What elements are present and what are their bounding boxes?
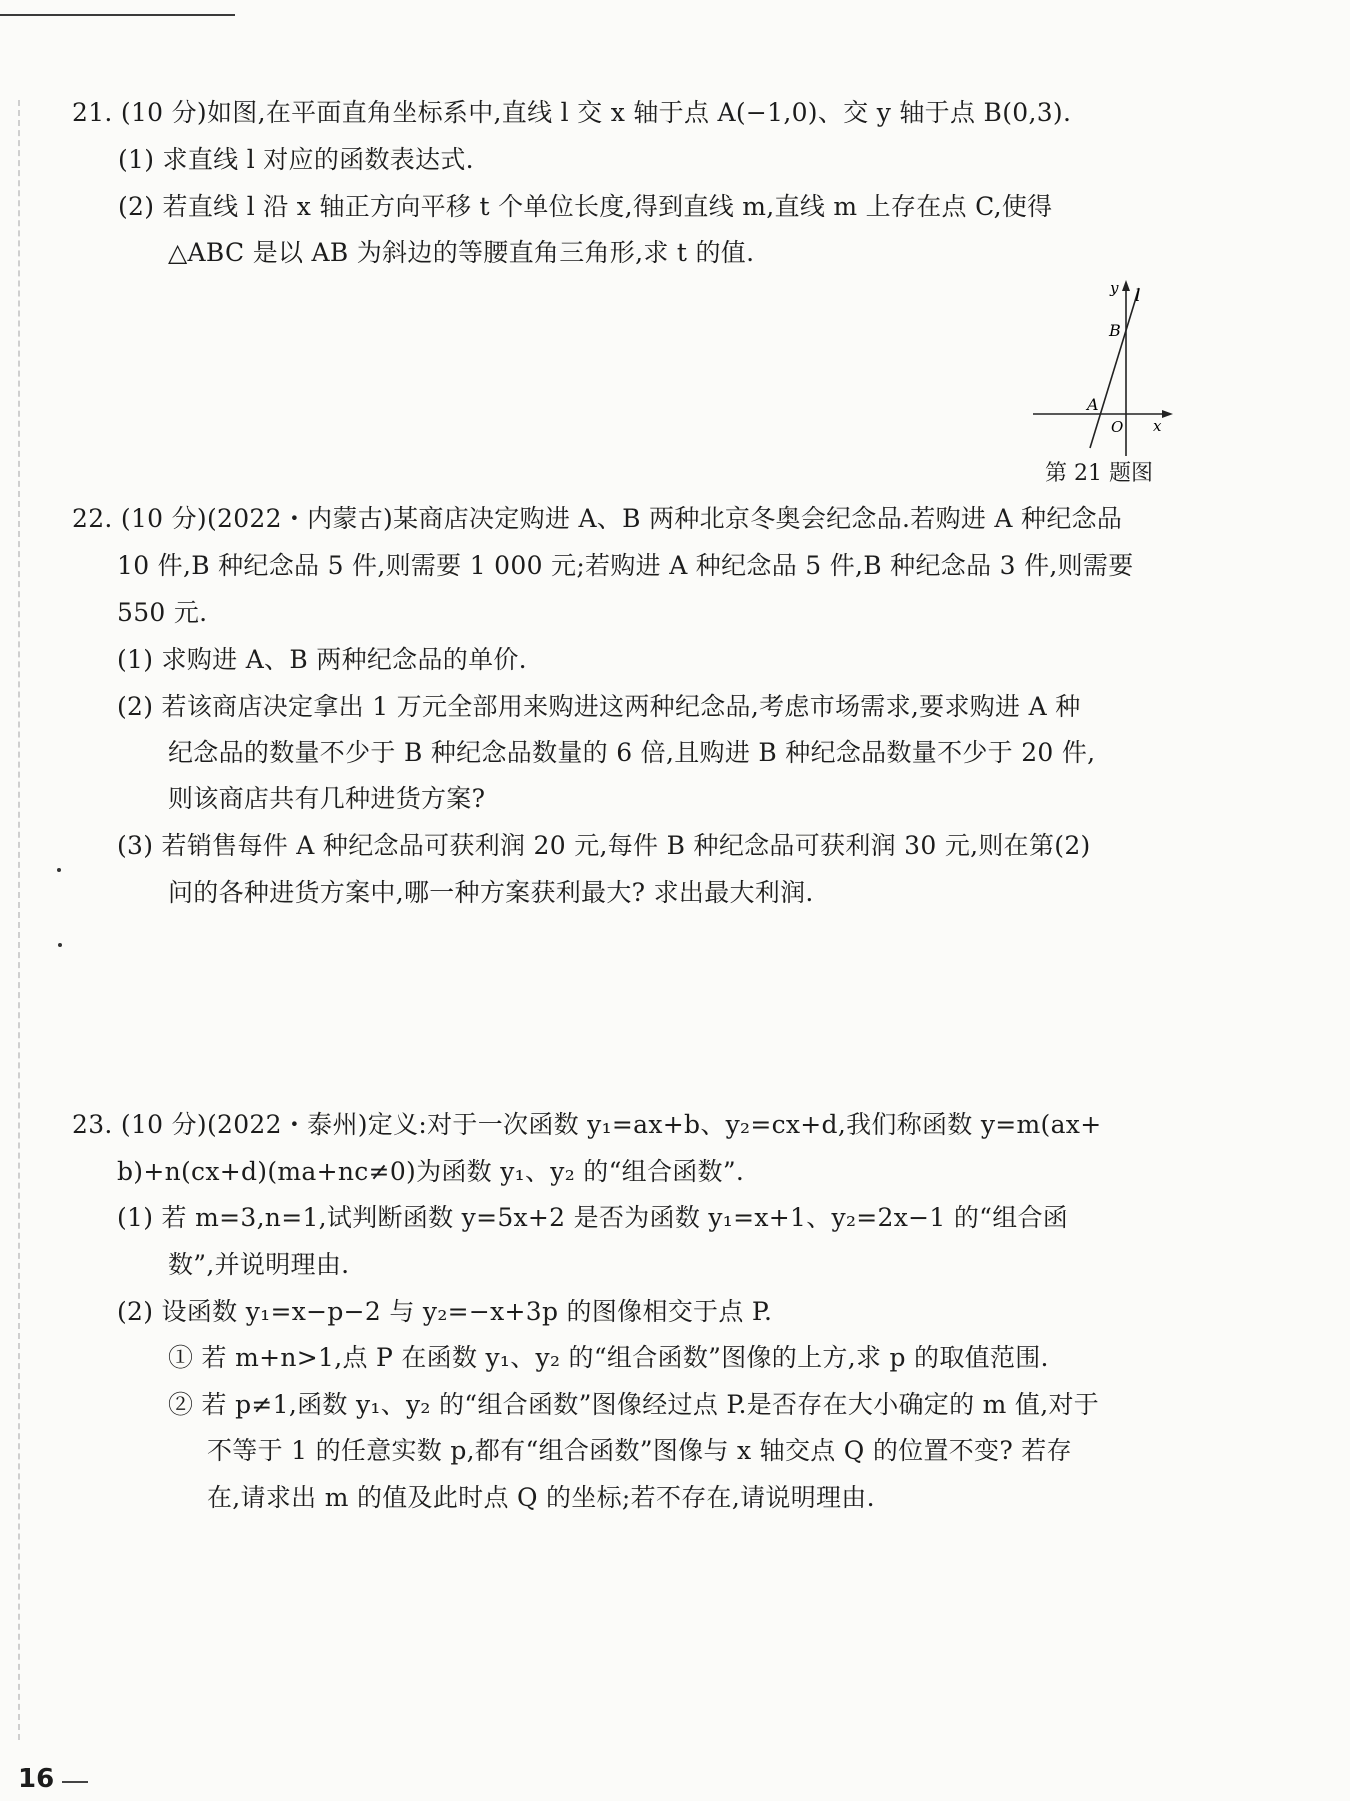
q22-part-3-cont: 问的各种进货方案中,哪一种方案获利最大? 求出最大利润. — [168, 878, 814, 907]
figure-caption: 第 21 题图 — [1045, 461, 1153, 486]
margin-dot — [57, 868, 61, 872]
q23-part-2-sub-2: ② 若 p≠1,函数 y₁、y₂ 的“组合函数”图像经过点 P.是否存在大小确定的 m 值,对于 — [168, 1390, 1100, 1419]
q21-part-2-cont: △ABC 是以 AB 为斜边的等腰直角三角形,求 t 的值. — [168, 238, 755, 267]
x-axis-arrow — [1162, 410, 1173, 418]
q21-part-1: (1) 求直线 l 对应的函数表达式. — [118, 145, 474, 174]
q21-stem: 21. (10 分)如图,在平面直角坐标系中,直线 l 交 x 轴于点 A(−1,0)、交 y 轴于点 B(0,3). — [72, 98, 1072, 127]
q22-part-2: (2) 若该商店决定拿出 1 万元全部用来购进这两种纪念品,考虑市场需求,要求购进 A 种 — [117, 692, 1081, 721]
q23-part-1: (1) 若 m=3,n=1,试判断函数 y=5x+2 是否为函数 y₁=x+1、y₂=2x−1 的“组合函 — [117, 1203, 1069, 1232]
margin-dashed-line — [18, 100, 20, 1740]
y-axis-arrow — [1122, 280, 1130, 291]
margin-dot — [58, 943, 62, 947]
label-x: x — [1153, 417, 1162, 435]
q22-part-1: (1) 求购进 A、B 两种纪念品的单价. — [117, 645, 527, 674]
q22-part-2-cont: 则该商店共有几种进货方案? — [168, 784, 486, 813]
label-o: O — [1111, 418, 1124, 436]
q23-stem: 23. (10 分)(2022・泰州)定义:对于一次函数 y₁=ax+b、y₂=cx+d,我们称函数 y=m(ax+ — [72, 1110, 1102, 1139]
page-number: 16 — [18, 1764, 55, 1794]
page-number-dash — [62, 1781, 88, 1783]
q22-part-3: (3) 若销售每件 A 种纪念品可获利润 20 元,每件 B 种纪念品可获利润 30 元,则在第(2) — [117, 831, 1091, 860]
q21-part-2: (2) 若直线 l 沿 x 轴正方向平移 t 个单位长度,得到直线 m,直线 m 上存在点 C,使得 — [118, 192, 1053, 221]
q22-part-2-cont: 纪念品的数量不少于 B 种纪念品数量的 6 倍,且购进 B 种纪念品数量不少于 20 件, — [168, 738, 1096, 767]
q21-figure — [1025, 276, 1175, 466]
label-a: A — [1087, 395, 1099, 414]
q23-part-1-cont: 数”,并说明理由. — [168, 1250, 350, 1279]
q23-part-2-sub-2-cont: 不等于 1 的任意实数 p,都有“组合函数”图像与 x 轴交点 Q 的位置不变? 若存 — [207, 1436, 1072, 1465]
q23-part-2-sub-1: ① 若 m+n>1,点 P 在函数 y₁、y₂ 的“组合函数”图像的上方,求 p 的取值范围. — [168, 1343, 1049, 1372]
q22-stem-cont: 10 件,B 种纪念品 5 件,则需要 1 000 元;若购进 A 种纪念品 5 件,B 种纪念品 3 件,则需要 — [117, 551, 1134, 580]
q23-part-2: (2) 设函数 y₁=x−p−2 与 y₂=−x+3p 的图像相交于点 P. — [117, 1297, 773, 1326]
q23-stem-cont: b)+n(cx+d)(ma+nc≠0)为函数 y₁、y₂ 的“组合函数”. — [117, 1157, 745, 1186]
label-l: l — [1135, 286, 1141, 306]
q22-stem-cont: 550 元. — [117, 598, 208, 627]
top-rule — [0, 14, 235, 16]
label-b: B — [1109, 321, 1121, 340]
q23-part-2-sub-2-cont: 在,请求出 m 的值及此时点 Q 的坐标;若不存在,请说明理由. — [207, 1483, 875, 1512]
q22-stem: 22. (10 分)(2022・内蒙古)某商店决定购进 A、B 两种北京冬奥会纪念品.若购进 A 种纪念品 — [72, 504, 1123, 533]
label-y: y — [1110, 279, 1119, 297]
